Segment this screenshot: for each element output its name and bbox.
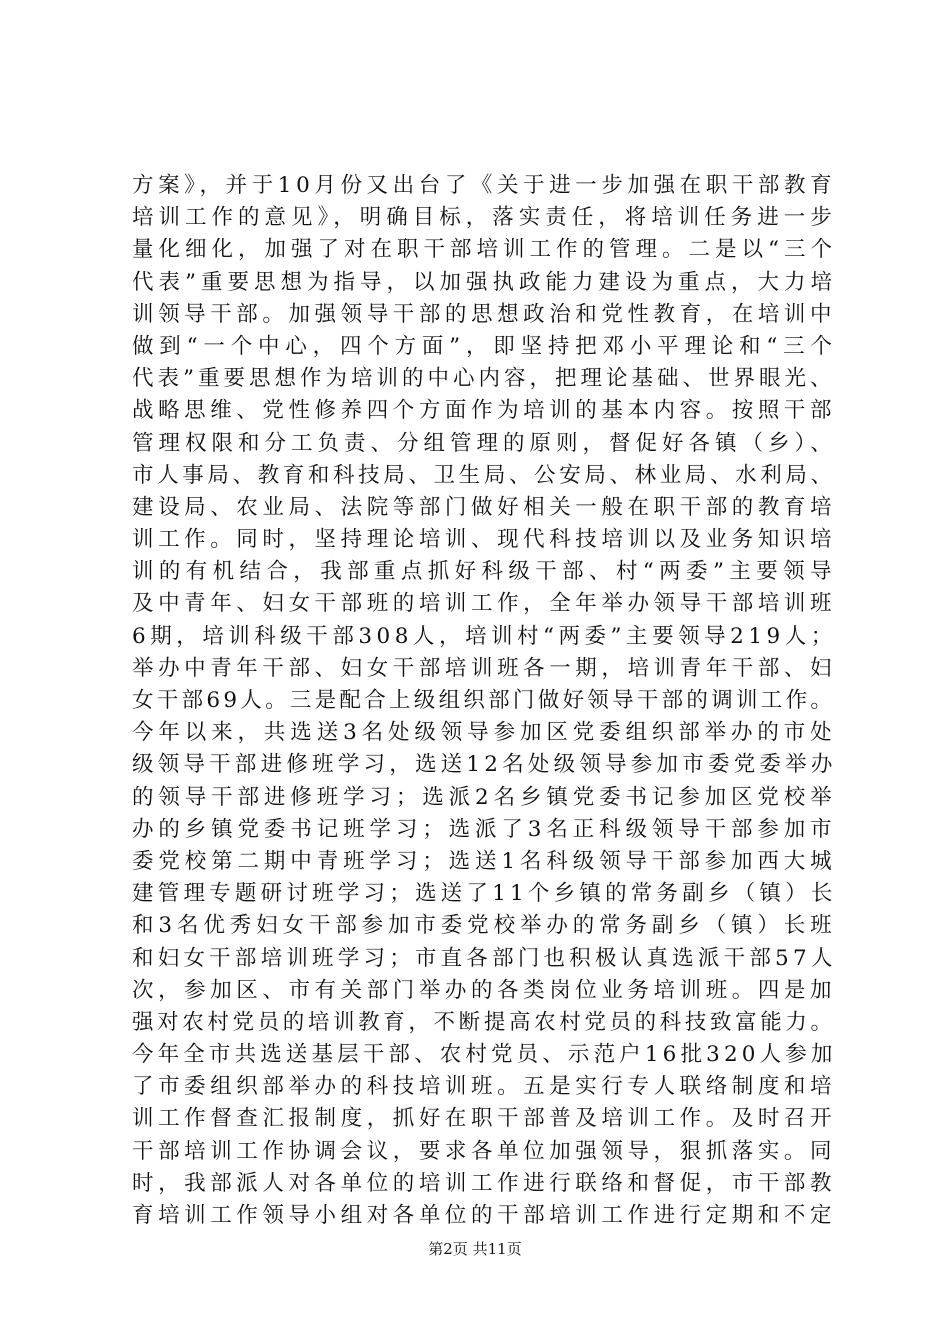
text-line: 代表”重要思想作为培训的中心内容，把理论基础、世界眼光、 <box>132 366 836 392</box>
text-line: 量化细化，加强了对在职干部培训工作的管理。二是以“三个 <box>132 237 837 263</box>
text-line: 强对农村党员的培训教育，不断提高农村党员的科技致富能力。 <box>132 1009 836 1035</box>
text-line: 训工作。同时，坚持理论培训、现代科技培训以及业务知识培 <box>132 527 837 553</box>
text-line: 训领导干部。加强领导干部的思想政治和党性教育，在培训中 <box>132 301 837 327</box>
text-line: 及中青年、妇女干部班的培训工作，全年举办领导干部培训班 <box>132 591 837 617</box>
text-line: 战略思维、党性修养四个方面作为培训的基本内容。按照干部 <box>132 398 837 424</box>
text-line: 和3名优秀妇女干部参加市委党校举办的常务副乡（镇）长班 <box>132 913 837 939</box>
body-text <box>132 170 838 1232</box>
text-line: 今年以来，共选送3名处级领导参加区党委组织部举办的市处 <box>132 720 837 746</box>
text-line: 训的有机结合，我部重点抓好科级干部、村“两委”主要领导 <box>132 559 837 585</box>
text-line: 今年全市共选送基层干部、农村党员、示范户16批320人参加 <box>132 1042 837 1068</box>
text-line: 干部培训工作协调会议，要求各单位加强领导，狠抓落实。同 <box>132 1138 837 1164</box>
text-line: 做到“一个中心，四个方面”，即坚持把邓小平理论和“三个 <box>132 333 838 359</box>
text-line: 市人事局、教育和科技局、卫生局、公安局、林业局、水利局、 <box>132 462 836 488</box>
text-line: 举办中青年干部、妇女干部培训班各一期，培训青年干部、妇 <box>132 655 837 681</box>
text-line: 代表”重要思想为指导，以加强执政能力建设为重点，大力培 <box>132 269 837 295</box>
text-line: 建管理专题研讨班学习；选送了11个乡镇的常务副乡（镇）长 <box>132 881 837 907</box>
text-line: 管理权限和分工负责、分组管理的原则，督促好各镇（乡）、 <box>132 430 837 456</box>
text-line: 了市委组织部举办的科技培训班。五是实行专人联络制度和培 <box>132 1074 837 1100</box>
text-line: 方案》，并于10月份又出台了《关于进一步加强在职干部教育 <box>132 173 837 198</box>
text-line: 级领导干部进修班学习，选送12名处级领导参加市委党委举办 <box>132 752 837 778</box>
text-line: 办的乡镇党委书记班学习；选派了3名正科级领导干部参加市 <box>132 816 837 842</box>
text-line: 时，我部派人对各单位的培训工作进行联络和督促，市干部教 <box>132 1170 837 1196</box>
text-line: 训工作督查汇报制度，抓好在职干部普及培训工作。及时召开 <box>132 1106 837 1132</box>
text-line: 的领导干部进修班学习；选派2名乡镇党委书记参加区党校举 <box>132 784 837 810</box>
text-line: 委党校第二期中青班学习；选送1名科级领导干部参加西大城 <box>132 848 837 874</box>
text-line: 和妇女干部培训班学习；市直各部门也积极认真选派干部57人 <box>132 945 837 971</box>
text-line: 培训工作的意见》，明确目标，落实责任，将培训任务进一步 <box>132 205 837 231</box>
text-line: 女干部69人。三是配合上级组织部门做好领导干部的调训工作。 <box>132 688 836 713</box>
text-line: 建设局、农业局、法院等部门做好相关一般在职干部的教育培 <box>132 494 837 520</box>
text-line: 育培训工作领导小组对各单位的干部培训工作进行定期和不定 <box>132 1203 837 1228</box>
text-line: 6期，培训科级干部308人，培训村“两委”主要领导219人； <box>132 623 837 649</box>
text-line: 次，参加区、市有关部门举办的各类岗位业务培训班。四是加 <box>132 977 837 1003</box>
page-footer: 第2页 共11页 <box>428 1240 522 1258</box>
